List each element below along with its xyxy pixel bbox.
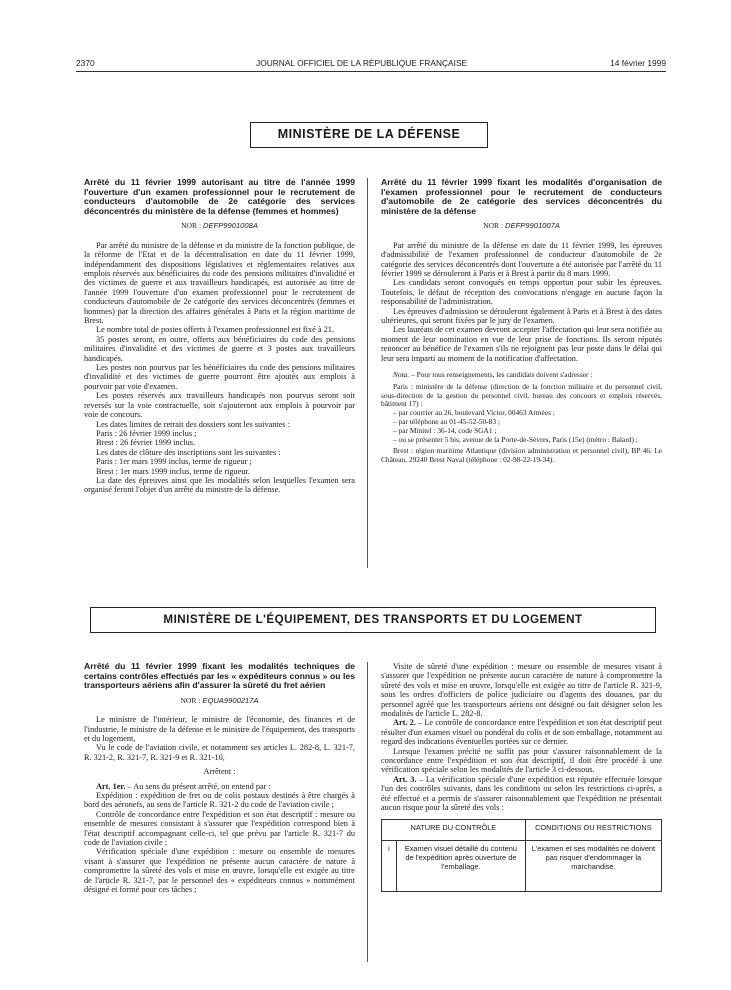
decree-intro: Le ministre de l'intérieur, le ministre de l'économie, des finances et de l'industrie, le ministre de la défense et le ministre de l'équipement, des transports et du logement,: [84, 715, 355, 743]
decree-paragraph: Par arrêté du ministre de la défense et du ministre de la fonction publique, de la réforme de l'Etat et de la décentralisation en date du 11 février 1999, indépendamment des dispositions législatives et réglementaires relatives aux emplois réservés aux bénéficiaires du code des pensions militaires d'invalidité et des victimes de guerre et aux travailleurs handicapés, est autorisée au titre de l'année 1999 l'ouverture d'un examen professionnel pour le recrutement de conducteurs d'automobile de 2e catégorie des services déconcentrés (femmes et hommes) par la direction des affaires générales à Paris et la région maritime de Brest.: [84, 240, 355, 326]
decree-paragraph: Les postes non pourvus par les bénéficiaires du code des pensions militaires d'invalidité et des victimes de guerre pourront être ajoutés aux emplois à pourvoir par voie d'examen.: [84, 363, 355, 391]
definition: Contrôle de concordance entre l'expédition et son état descriptif : mesure ou ensemble de mesures consistant à s'assurer que l'expédition correspond bien à l'état descriptif accompagnant celle-ci, tel que prévu par l'article R. 321-7 du code de l'aviation civile ;: [84, 809, 355, 848]
article-label: Art. 2.: [393, 718, 416, 728]
date-line: Paris : 26 février 1999 inclus ;: [96, 428, 197, 438]
column-divider: [367, 178, 368, 568]
definition: Visite de sûreté d'une expédition : mesure ou ensemble de mesures visant à s'assurer que l'expédition ne présente aucun caractère de nature à compromettre la sûreté des vols et mise en œuvre, lorsqu'elle est exigée au titre de l'article R. 321-9, sous les ordres d'officiers de police judiciaire ou d'agents des douanes, par du personnel agréé que les transporteurs aériens ont désigné ou fait désigner selon les modalités de l'article L. 282-8.: [381, 662, 662, 719]
decree-paragraph: Les épreuves d'admission se dérouleront également à Paris et à Brest à des dates ultérieures, qui seront fixées par le jury de l'examen.: [381, 306, 662, 326]
header-rule: [76, 71, 666, 72]
article-label: Art. 3.: [393, 774, 417, 784]
note-item: – par Minitel : 36-14, code SGA1 ;: [393, 425, 497, 435]
decree-paragraph: Les lauréats de cet examen devront accepter l'affectation qui leur sera notifiée au moment de leur nomination en vue de leur prise de fonctions. Ils seront réputés renoncer au bénéfice de l'examen s'ils ne rejoignent pas leur poste dans le délai qui leur sera imparti au moment de la notification d'affectation.: [381, 325, 662, 363]
controls-table: [381, 819, 662, 892]
decree-title: Arrêté du 11 février 1999 fixant les modalités d'organisation de l'examen professionnel pour le recrutement de conducteurs d'automobile de 2e catégorie des services déconcentrés du ministère de la défense: [381, 177, 662, 216]
running-header: [76, 58, 666, 72]
table-row: [382, 840, 662, 891]
decree-column-right-1: [381, 178, 662, 465]
table-cell-nature: Examen visuel détaillé du contenu de l'expédition après ouverture de l'emballage.: [397, 840, 526, 891]
issue-date: 14 février 1999: [610, 58, 666, 68]
decree-column-right-2: Visite de sûreté d'une expédition : mesure ou ensemble de mesures visant à s'assurer que l'expédition ne présente aucun caractère de nature à compromettre la sûreté des vols et mise en œuvre, lorsqu'elle est exigée au titre de l'article R. 321-9, sous les ordres d'officiers de police judiciaire ou d'agents des douanes, par du personnel agréé que les transporteurs aériens ont désigné ou fait désigner selon les modalités de l'article L. 282-8. Art. 2. – Le contrôle de concordance entre l'expédition et son état descriptif peut résulter d'un examen visuel ou pondéral du colis et de son emballage, notamment au regard des indications éventuelles portées sur ce dernier. Lorsque l'examen précité ne suffit pas pour s'assurer raisonnablement de la concordance entre l'expédition et son état descriptif, il doit être procédé à une vérification spéciale selon les modalités de l'article 3 ci-dessous. Art. 3. – La vérification spéciale d'une expédition est réputée effectuée lorsque l'un des contrôles suivants, dans les conditions ou selon les restrictions ci-après, a été effectué et a permis de s'assurer raisonnablement que l'expédition ne présentait aucun risque pour la sûreté des vols : NATURE DU CONTRÔLE CONDITIONS OU RESTRICTIONS i Examen visuel détaillé du contenu de l'expédition après ouverture de l'emballage. L'examen et ses modalités ne doivent pas risquer d'endommager la marchandise.: [381, 662, 662, 892]
nor-reference: NOR : DEFP9901008A: [181, 221, 258, 231]
decree-paragraph: Les dates limites de retrait des dossiers sont les suivantes :: [96, 419, 291, 429]
decree-column-left-2: Arrêté du 11 février 1999 fixant les modalités techniques de certains contrôles effectués par les « expéditeurs connus » ou les transporteurs aériens afin d'assurer la sûreté du fret aérien NOR : EQUA9900217A Le ministre de l'intérieur, le ministre de l'économie, des finances et de l'industrie, le ministre de la défense et le ministre de l'équipement, des transports et du logement, Vu le code de l'aviation civile, et notamment ses articles L. 282-8, L. 321-7, R. 321-2, R. 321-7, R. 321-9 et R. 321-10, Arrêtent : Art. 1er. – Au sens du présent arrêté, on entend par : Expédition : expédition de fret ou de colis postaux destinés à être chargés à bord des aéronefs, au sens de l'article R. 321-2 du code de l'aviation civile ; Contrôle de concordance entre l'expédition et son état descriptif : mesure ou ensemble de mesures consistant à s'assurer que l'expédition correspond bien à l'état descriptif accompagnant celle-ci, tel que prévu par l'article R. 321-7 du code de l'aviation civile ; Vérification spéciale d'une expédition : mesure ou ensemble de mesures visant à s'assurer que l'expédition ne présente aucun caractère de nature à compromettre la sûreté des vols et mise en œuvre, lorsqu'elle est exigée au titre de l'article R. 321-7, par le personnel des « expéditeurs connus » nommément désigné et formé pour ces tâches ;: [84, 661, 355, 895]
note-item: – par courrier au 26, boulevard Victor, 00463 Armées ;: [393, 408, 555, 418]
note-label: Nota.: [393, 370, 410, 380]
decree-paragraph: Les candidats seront convoqués en temps opportun pour subir les épreuves. Toutefois, le défaut de réception des convocations n'engage en aucune façon la responsabilité de l'administration.: [381, 278, 662, 307]
table-header: CONDITIONS OU RESTRICTIONS: [525, 819, 661, 840]
decree-title: Arrêté du 11 février 1999 fixant les modalités techniques de certains contrôles effectués par les « expéditeurs connus » ou les transporteurs aériens afin d'assurer la sûreté du fret aérien: [84, 661, 355, 691]
journal-title: JOURNAL OFFICIEL DE LA RÉPUBLIQUE FRANÇAISE: [256, 58, 468, 68]
definition: Vérification spéciale d'une expédition : mesure ou ensemble de mesures visant à s'assurer que l'expédition ne présente aucun caractère de nature à compromettre la sûreté des vols et mise en œuvre, lorsqu'elle est exigée au titre de l'article R. 321-7, par le personnel des « expéditeurs connus » nommément désigné et formé pour ces tâches ;: [84, 847, 355, 895]
definition: Expédition : expédition de fret ou de colis postaux destinés à être chargés à bord des aéronefs, au sens de l'article R. 321-2 du code de l'aviation civile ;: [84, 791, 355, 810]
date-line: Brest : 26 février 1999 inclus.: [96, 438, 196, 448]
decree-title: Arrêté du 11 février 1999 autorisant au titre de l'année 1999 l'ouverture d'un examen professionnel pour le recrutement de conducteurs d'automobile de 2e catégorie des services déconcentrés du ministère de la défense (femmes et hommes): [84, 177, 355, 216]
decree-paragraph: Les dates de clôture des inscriptions sont les suivantes :: [96, 447, 281, 457]
decree-paragraph: La date des épreuves ainsi que les modalités selon lesquelles l'examen sera organisé feront l'objet d'un arrêté du ministre de la défense.: [84, 475, 355, 495]
decree-paragraph: Par arrêté du ministre de la défense en date du 11 février 1999, les épreuves d'admissibilité de l'examen professionnel de conducteur d'automobile de 2e catégorie des services déconcentrés dont l'ouverture a été autorisée par l'arrêté du 11 février 1999 se dérouleront à Paris et à Brest à partir du 8 mars 1999.: [381, 240, 662, 278]
arretent: Arrêtent :: [203, 767, 236, 777]
note-block: Nota. – Pour tous renseignements, les candidats doivent s'adresser : Paris : ministère de la défense (direction de la fonction militaire et du personnel civil, sous-direction de la gestion du personnel civil, bureau des concours et emplois réservés, bâtiment 17) : – par courrier au 26, boulevard Victor, 00463 Armées ; – par téléphone au 01-45-52-50-83 ; – par Minitel : 36-14, code SGA1 ; – ou se présenter 5 bis, avenue de la Porte-de-Sèvres, Paris (15e) (métro : Balard) ; Brest : région maritime Atlantique (division administration et personnel civil), BP 46, Le Château, 29240 Brest Naval (téléphone : 02-98-22-19-34).: [381, 370, 662, 465]
decree-paragraph: Le nombre total de postes offerts à l'examen professionnel est fixé à 21.: [96, 325, 334, 335]
table-header-row: [382, 819, 662, 840]
article-label: Art. 1er.: [96, 781, 126, 791]
decree-paragraph: Lorsque l'examen précité ne suffit pas pour s'assurer raisonnablement de la concordance entre l'expédition et son état descriptif, il doit être procédé à une vérification spéciale selon les modalités de l'article 3 ci-dessous.: [381, 746, 662, 775]
note-paris: Paris : ministère de la défense (direction de la fonction militaire et du personnel civil, sous-direction de la gestion du personnel civil, bureau des concours et emplois réservés, bâtiment 17) :: [381, 381, 662, 409]
nor-reference: NOR : EQUA9900217A: [180, 695, 259, 705]
page-number: 2370: [76, 58, 95, 68]
table-cell-num: i: [382, 840, 397, 891]
date-line: Paris : 1er mars 1999 inclus, terme de rigueur ;: [96, 457, 252, 467]
decree-vu: Vu le code de l'aviation civile, et notamment ses articles L. 282-8, L. 321-7, R. 321-2, R. 321-7, R. 321-9 et R. 321-10,: [84, 743, 355, 762]
table-header: NATURE DU CONTRÔLE: [382, 819, 526, 840]
nor-reference: NOR : DEFP9901007A: [483, 221, 560, 231]
decree-column-left-1: [84, 178, 355, 495]
note-brest: Brest : région maritime Atlantique (division administration et personnel civil), BP 46, Le Château, 29240 Brest Naval (téléphone : 02-98-22-19-34).: [381, 446, 662, 465]
date-line: Brest : 1er mars 1999 inclus, terme de rigueur.: [96, 466, 250, 476]
decree-paragraph: 35 postes seront, en outre, offerts aux bénéficiaires du code des pensions militaires d'invalidité et des victimes de guerre et 3 postes aux travailleurs handicapés.: [84, 334, 355, 363]
note-item: – par téléphone au 01-45-52-50-83 ;: [393, 417, 500, 427]
ministry-heading-defense: MINISTÈRE DE LA DÉFENSE: [250, 122, 488, 148]
column-divider: [367, 662, 368, 962]
note-item: – ou se présenter 5 bis, avenue de la Porte-de-Sèvres, Paris (15e) (métro : Balard) ;: [393, 434, 638, 444]
ministry-heading-equipment: MINISTÈRE DE L'ÉQUIPEMENT, DES TRANSPORTS ET DU LOGEMENT: [90, 607, 656, 633]
decree-paragraph: Les postes réservés aux travailleurs handicapés non pourvus seront soit reversés sur la voie contractuelle, soit s'ajouteront aux emplois à pourvoir par voie de concours.: [84, 391, 355, 420]
table-cell-conditions: L'examen et ses modalités ne doivent pas risquer d'endommager la marchandise.: [525, 840, 661, 891]
